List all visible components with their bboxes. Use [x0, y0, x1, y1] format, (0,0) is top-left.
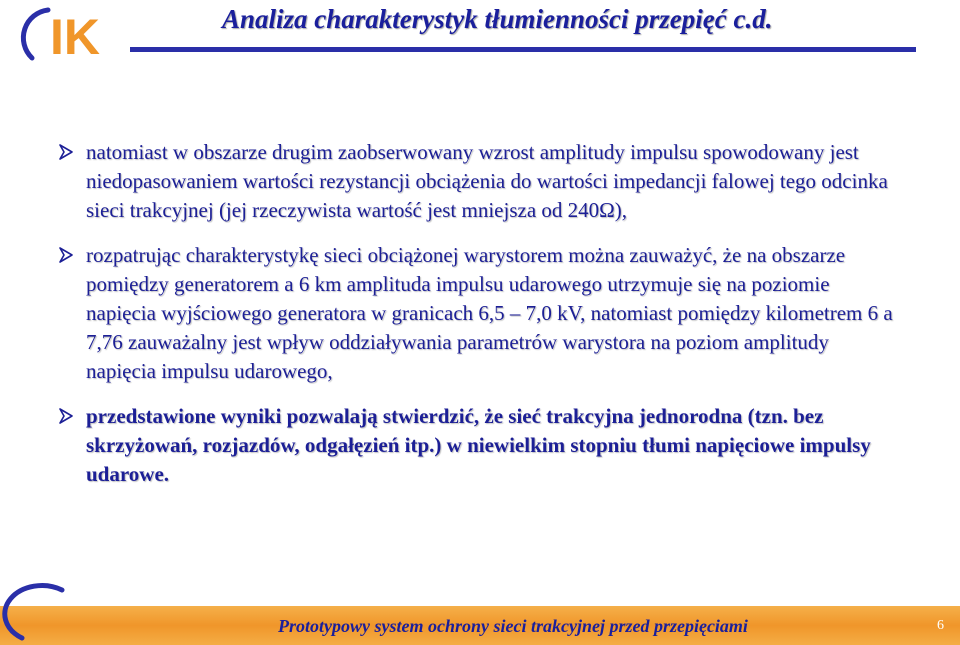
ik-logo: [8, 2, 133, 64]
bullet-text-conclusion: przedstawione wyniki pozwalają stwierdzić, że sieć trakcyjna jednorodna (tzn. bez skrzyżowań, rozjazdów, odgałęzień itp.) w niewielkim stopniu tłumi napięciowe impulsy udarowe.: [86, 404, 871, 486]
bullet-item: [58, 241, 898, 386]
bullet-text: natomiast w obszarze drugim zaobserwowany wzrost amplitudy impulsu spowodowany jest niedopasowaniem wartości rezystancji obciążenia do wartości impedancji falowej tego odcinka sieci trakcyjnej (jej rzeczywista wartość jest mniejsza od 240Ω),: [86, 140, 888, 222]
page-title: Analiza charakterystyk tłumienności przepięć c.d.: [222, 4, 773, 34]
bullet-list: [58, 138, 898, 505]
bullet-item: [58, 138, 898, 225]
footer-swoosh-logo: [0, 580, 110, 642]
header-divider: [130, 47, 916, 52]
arrow-bullet-icon: [58, 408, 74, 424]
arrow-bullet-icon: [58, 144, 74, 160]
arrow-bullet-icon: [58, 247, 74, 263]
bullet-text: rozpatrując charakterystykę sieci obciążonej warystorem można zauważyć, że na obszarze pomiędzy generatorem a 6 km amplituda impulsu udarowego utrzymuje się na poziomie napięcia wyjściowego generatora w granicach 6,5 – 7,0 kV, natomiast pomiędzy kilometrem 6 a 7,76 zauważalny jest wpływ oddziaływania parametrów warystora na poziom amplitudy napięcia impulsu udarowego,: [86, 243, 893, 383]
footer-caption: Prototypowy system ochrony sieci trakcyjnej przed przepięciami: [278, 616, 748, 636]
page-number: 6: [937, 618, 944, 633]
logo-text: IK: [50, 9, 100, 64]
bullet-item: [58, 402, 898, 489]
